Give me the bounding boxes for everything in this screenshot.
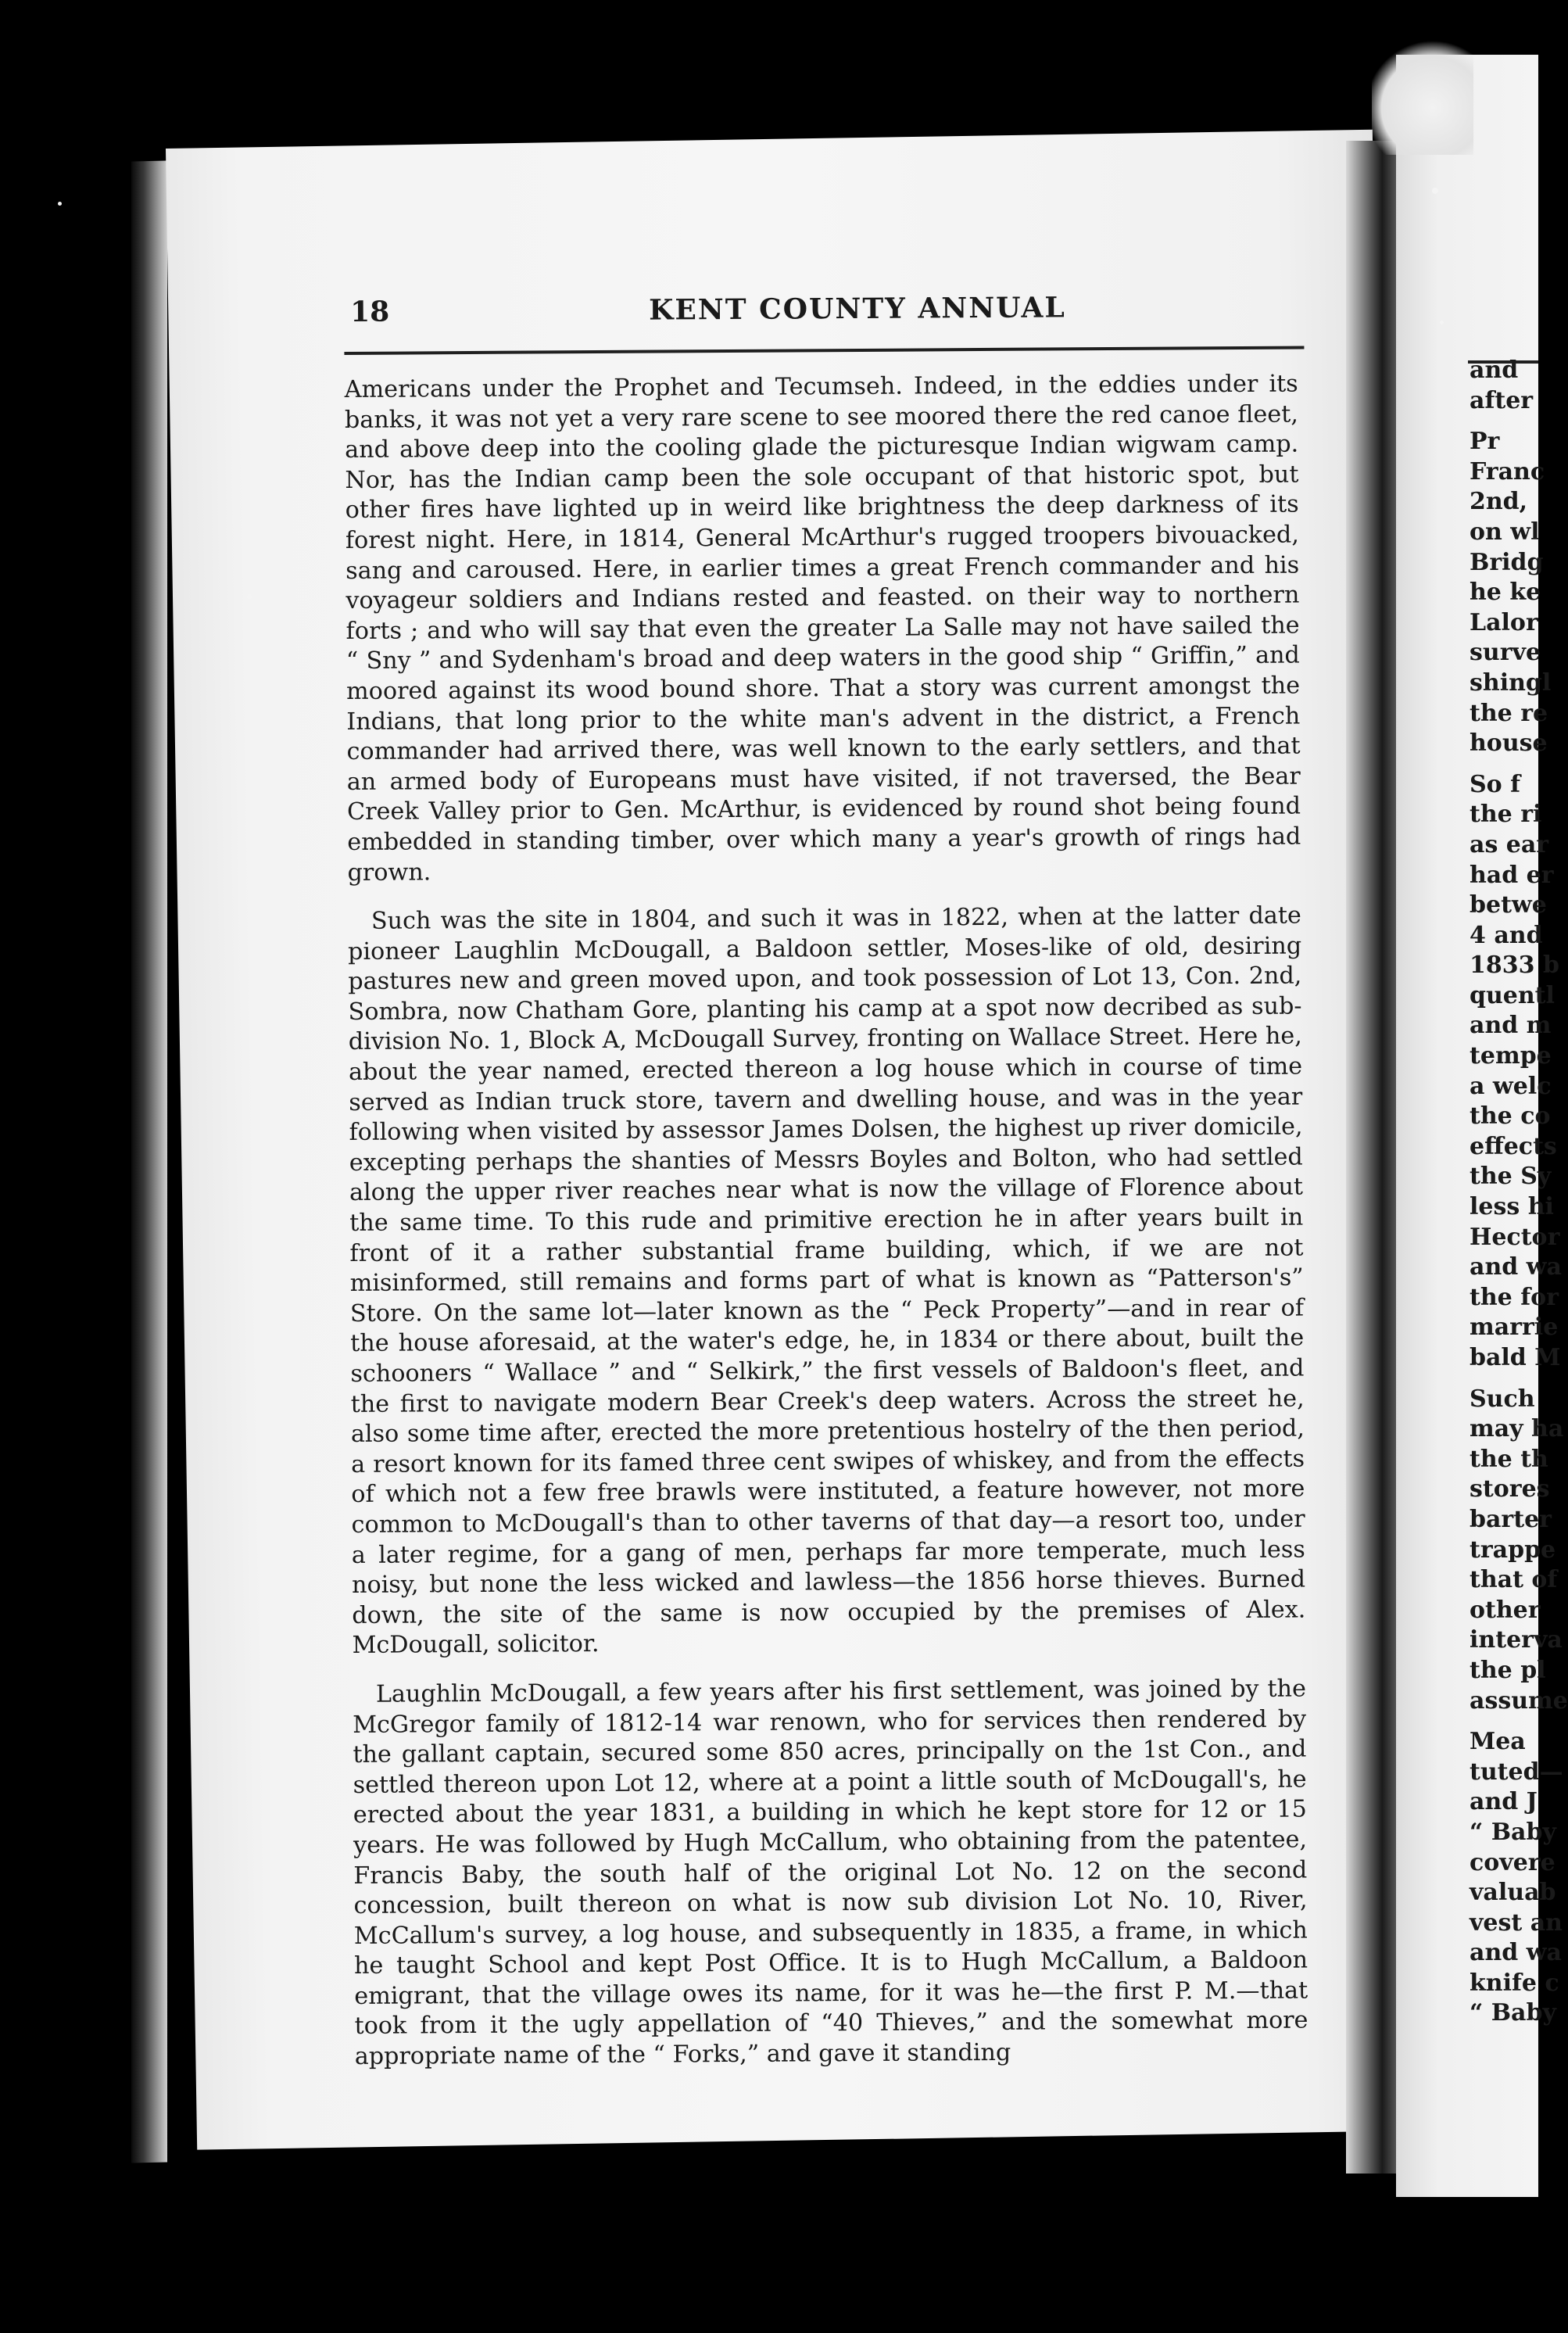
facing-fragment-line: knife c [1470, 1969, 1559, 1997]
facing-fragment-line: bald M [1470, 1344, 1561, 1371]
facing-fragment-line: the co [1470, 1102, 1551, 1131]
facing-fragment-line: the re [1470, 699, 1548, 727]
facing-fragment-line: that of [1470, 1566, 1558, 1594]
facing-fragment-line: Such [1470, 1385, 1535, 1413]
facing-fragment-line: on wl [1470, 518, 1540, 546]
fragment-gap [1470, 1374, 1538, 1385]
facing-fragment-line: the th [1470, 1445, 1548, 1473]
facing-fragment-line: the ri [1470, 801, 1542, 829]
facing-fragment-line: and J [1470, 1788, 1538, 1816]
facing-fragment-line: less hi [1470, 1193, 1554, 1221]
facing-fragment-line: may ha [1470, 1415, 1564, 1443]
book-spine-edge [131, 161, 167, 2163]
speck [1440, 321, 1444, 324]
facing-fragment-line: house [1470, 729, 1548, 758]
facing-fragment-line: Bridg [1470, 548, 1544, 576]
facing-fragment-line: stores [1470, 1475, 1550, 1503]
facing-fragment-line: and m [1470, 1012, 1552, 1040]
speck [1432, 188, 1438, 194]
facing-fragment-line: vest an [1470, 1908, 1563, 1937]
page-text-block [344, 290, 1308, 2091]
facing-fragment-line: tuted— [1470, 1758, 1563, 1786]
header-rule [344, 346, 1304, 355]
speck [247, 594, 252, 599]
facing-fragment-line: Lalor [1470, 608, 1538, 636]
facing-fragment-line: and wa [1470, 1939, 1562, 1967]
facing-fragment-line: assume [1470, 1686, 1568, 1715]
facing-fragment-line: 1833 b [1470, 951, 1559, 980]
facing-fragment-line: “ Baby [1470, 1818, 1556, 1846]
facing-fragment-line: a welc [1470, 1072, 1552, 1100]
facing-fragment-line: Franc [1470, 457, 1545, 486]
facing-fragment-line: Mea [1470, 1728, 1526, 1756]
facing-fragment-line: other [1470, 1596, 1541, 1624]
fragment-gap [1470, 416, 1538, 427]
facing-fragment-line: “ Baby [1470, 1999, 1556, 2027]
facing-fragment-line: and wa [1470, 1253, 1562, 1281]
facing-fragment-line: 2nd, [1470, 488, 1528, 516]
facing-fragment-line: Hector [1470, 1223, 1560, 1251]
facing-fragment-line: and [1470, 357, 1519, 384]
facing-page-text-fragment [1470, 356, 1568, 2029]
facing-fragment-line: valuab [1470, 1879, 1556, 1907]
facing-fragment-line: Pr [1470, 428, 1500, 456]
facing-fragment-line: as ear [1470, 830, 1549, 858]
facing-fragment-line: shingl [1470, 668, 1552, 697]
facing-fragment-line: covere [1470, 1848, 1555, 1876]
facing-fragment-line: So f [1470, 770, 1521, 798]
facing-fragment-line: trappe [1470, 1536, 1556, 1564]
facing-fragment-line: marrie [1470, 1313, 1559, 1342]
fragment-gap [1470, 1716, 1538, 1727]
facing-fragment-line: effects [1470, 1132, 1557, 1160]
facing-fragment-line: 4 and [1470, 921, 1543, 949]
facing-fragment-line: the Sy [1470, 1163, 1552, 1191]
facing-fragment-line: tempe [1470, 1042, 1552, 1070]
fragment-gap [1470, 759, 1538, 770]
facing-fragment-line: quentl [1470, 981, 1555, 1009]
torn-page-corner [1372, 38, 1473, 155]
facing-fragment-line: betwe [1470, 891, 1547, 919]
facing-fragment-line: surve [1470, 639, 1541, 667]
speck [58, 202, 62, 206]
facing-fragment-line: he ke [1470, 579, 1541, 607]
book-gutter [1346, 141, 1398, 2174]
facing-fragment-line: the pl [1470, 1656, 1546, 1684]
facing-fragment-line: after [1470, 386, 1534, 414]
paragraph-1: Americans under the Prophet and Tecumseh. Indeed, in the eddies under its banks, it was not yet a very rare scene to see moored there the red canoe fleet, and above deep into the cooling glade the picturesque Indian wigwam camp. Nor, has the Indian camp been the sole occupant of that historic spot, but other fires have lighted up in weird like brightness the deep darkness of its forest night. Here, in 1814, General McArthur's rugged troopers bivouacked, sang and caroused. Here, in earlier times a great French commander and his voyageur soldiers and Indians rested and feasted. on their way to northern forts ; and who will say that even the greater La Salle may not have sailed the “ Sny ” and Sydenham's broad and deep waters in the good ship “ Griffin,” and moored against its wood bound shore. That a story was current amongst the Indians, that long prior to the white man's advent in the district, a French commander had arrived there, was well known to the early settlers, and that an armed body of Europeans must have visited, if not traversed, the Bear Creek Valley prior to Gen. McArthur, is evidenced by round shot being found embedded in standing timber, over which many a year's growth of rings had grown. [344, 370, 1301, 887]
facing-fragment-line: barter [1470, 1505, 1552, 1533]
facing-fragment-line: interva [1470, 1626, 1563, 1654]
paragraph-3: Laughlin McDougall, a few years after his first settlement, was joined by the McGregor family of 1812-14 war renown, who for services then rendered by the gallant captain, secured some 850 acres, principally on the 1st Con., and settled thereon upon Lot 12, where at a point a little south of McDougall's, he erected about the year 1831, a building in which he kept store for 12 or 15 years. He was followed by Hugh McCallum, who obtaining from the patentee, Francis Baby, the south half of the original Lot No. 12 on the second concession, built thereon on what is now sub division Lot No. 10, River, McCallum's survey, a log house, and subsequently in 1835, a frame, in which he taught School and kept Post Office. It is to Hugh McCallum, a Baldoon emigrant, that the village owes its name, for it was he—the first P. M.—that took from it the ugly appellation of “40 Thieves,” and the somewhat more appropriate name of the “ Forks,” and gave it standing [353, 1675, 1308, 2071]
running-head [344, 290, 1298, 339]
page-header-title: KENT COUNTY ANNUAL [648, 291, 1066, 327]
facing-fragment-line: had er [1470, 861, 1554, 889]
facing-fragment-line: the for [1470, 1283, 1559, 1311]
paragraph-2: Such was the site in 1804, and such it was in 1822, when at the latter date pioneer Laughlin McDougall, a Baldoon settler, Moses-like of old, desiring pastures new and green moved upon, and took possession of Lot 13, Con. 2nd, Sombra, now Chatham Gore, planting his camp at a spot now decribed as sub-division No. 1, Block A, McDougall Survey, fronting on Wallace Street. Here he, about the year named, erected thereon a log house which in course of time served as Indian truck store, tavern and dwelling house, and was in the year following when visited by assessor James Dolsen, the highest up river domicile, excepting perhaps the shanties of Messrs Boyles and Bolton, who had settled along the upper river reaches near what is now the village of Florence about the same time. To this rude and primitive erection he in after years built in front of it a rather substantial frame building, which, if we are not misinformed, still remains and forms part of what is known as “Patterson's” Store. On the same lot—later known as the “ Peck Property”—and in rear of the house aforesaid, at the water's edge, he, in 1834 or there about, built the schooners “ Wallace ” and “ Selkirk,” the first vessels of Baldoon's fleet, and the first to navigate modern Bear Creek's deep waters. Across the street he, also some time after, erected the more pretentious hostelry of the then period, a resort known for its famed three cent swipes of whiskey, and from the effects of which not a few free brawls were instituted, a feature however, not more common to McDougall's than to other taverns of that day—a resort too, under a later regime, for a gang of men, perhaps far more temperate, much less noisy, but none the less wicked and lawless—the 1856 horse thieves. Burned down, the site of the same is now occupied by the premises of Alex. McDougall, solicitor. [348, 901, 1306, 1660]
page-number: 18 [349, 295, 390, 328]
